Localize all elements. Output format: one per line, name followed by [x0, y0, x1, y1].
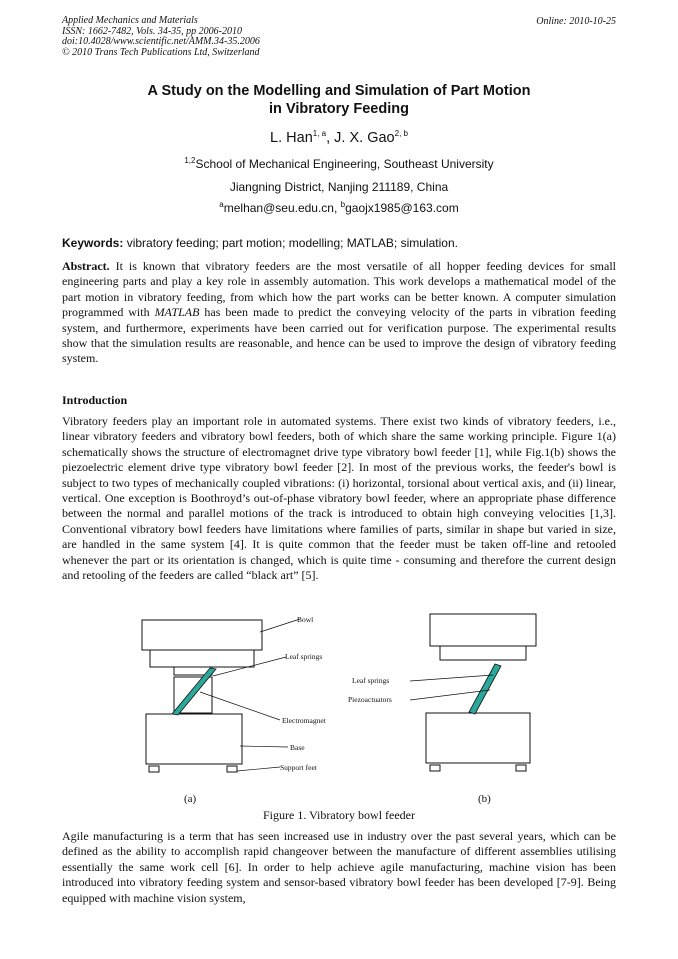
- author-1-sup: 1, a: [312, 129, 327, 139]
- issn-line: ISSN: 1662-7482, Vols. 34-35, pp 2006-2010: [62, 25, 242, 37]
- keywords: [62, 236, 616, 250]
- title-line-1: A Study on the Modelling and Simulation of Part Motion: [147, 83, 531, 99]
- bowl-top-a: [142, 620, 262, 650]
- email-a: melhan@seu.edu.cn,: [223, 201, 341, 215]
- subfigure-label-a: (a): [184, 793, 197, 805]
- affiliation-sup: 1,2: [184, 156, 196, 165]
- abstract: [62, 259, 616, 367]
- label-support-feet: Support feet: [280, 763, 317, 772]
- agile-manufacturing-paragraph: Agile manufacturing is a term that has seen increased use in industry over the past several years, which can be defined as the ability to accomplish rapid changeover between the manufacture of different assemblies utilising essentially the same work cell [6]. In order to help achieve agile manufacturing, machine vision has been introduced into vibratory feeding system and sensor-based vibratory bowl feeder has been developed [7-9]. Being equipped with machine vision system,: [62, 829, 616, 905]
- introduction-paragraph: Vibratory feeders play an important role in automated systems. There exist two kinds of vibratory feeders, i.e., linear vibratory feeders and vibratory bowl feeders, both of which share the same working principle. Figure 1(a) schematically shows the structure of electromagnet drive type vibratory bowl feeder [1], while Fig.1(b) shows the piezoelectric element drive type vibratory bowl feeder [2]. In most of the previous works, the feeder's bowl is subject to two types of mechanically coupled vibrations: (i) horizontal, torsional about vertical axis, and (ii) linear, vertical. One exception is Boothroyd’s out-of-phase vibratory bowl feeder, where an appropriate phase difference between the normal and parallel motions of the track is introduced to obtain high conveying velocities [1,3]. Conventional vibratory bowl feeders have limitations where families of parts, similar in shape but varied in size, are handled in the same system [4]. It is quite common that the feeder must be taken off-line and retooled whenever the part or its orientation is changed, which is quite time - consuming and therefore the current design and retooling of the feeders are called “black art” [5].: [62, 414, 616, 583]
- email-b-sup: b: [340, 200, 346, 209]
- figure-1-diagram: [130, 612, 550, 812]
- abstract-label: Abstract.: [62, 259, 110, 273]
- abstract-matlab: MATLAB: [154, 305, 200, 320]
- email-a-sup: a: [219, 200, 224, 209]
- affiliation-line-2: Jiangning District, Nanjing 211189, China: [229, 180, 449, 194]
- author-emails: [62, 201, 616, 215]
- author-2-sup: 2, b: [394, 129, 408, 139]
- label-electromagnet: Electromagnet: [282, 716, 326, 725]
- keywords-text: vibratory feeding; part motion; modelling; MATLAB; simulation.: [123, 236, 458, 250]
- bowl-top-b: [430, 614, 536, 646]
- author-list: [62, 130, 616, 146]
- figure-caption: Figure 1. Vibratory bowl feeder: [262, 808, 415, 822]
- author-1: L. Han: [270, 130, 313, 146]
- base-a: [146, 714, 242, 764]
- copyright-line: © 2010 Trans Tech Publications Ltd, Switzerland: [62, 46, 260, 58]
- base-b: [426, 713, 530, 763]
- author-separator: ,: [326, 130, 335, 146]
- paper-title: [62, 82, 616, 118]
- journal-meta: [62, 16, 260, 58]
- online-date: Online: 2010-10-25: [536, 16, 616, 27]
- foot-left-b: [430, 765, 440, 771]
- title-line-2: in Vibratory Feeding: [269, 101, 409, 117]
- label-base: Base: [290, 743, 305, 752]
- journal-name: Applied Mechanics and Materials: [62, 15, 198, 26]
- affiliation-text-1: School of Mechanical Engineering, Southeast University: [195, 157, 494, 171]
- label-bowl: Bowl: [297, 615, 314, 624]
- email-b: gaojx1985@163.com: [345, 201, 459, 215]
- label-leaf-springs-a: Leaf springs: [285, 652, 323, 661]
- author-2: J. X. Gao: [334, 130, 395, 146]
- section-heading-introduction: Introduction: [62, 393, 128, 407]
- abstract-text-1: It is known that vibratory feeders are the most versatile of all hopper feeding devices for small engineering parts and play a key role in assembly automation. This work develops a mathematical model of the part motion in vibratory feeding, from which how the part works can be better known. A computer simulation programmed with: [62, 259, 616, 320]
- foot-right-b: [516, 765, 526, 771]
- label-piezoactuators: Piezoactuators: [348, 695, 392, 704]
- bowl-base-a: [150, 650, 254, 667]
- leaf-spring-b: [469, 664, 501, 714]
- doi-line: doi:10.4028/www.scientific.net/AMM.34-35.2006: [62, 36, 260, 47]
- foot-right-a: [227, 766, 237, 772]
- affiliation-line-1: [62, 157, 616, 171]
- keywords-label: Keywords:: [62, 236, 124, 250]
- bowl-base-b: [440, 646, 526, 660]
- abstract-text-2: has been made to predict the conveying velocity of the parts in vibration feeding system, and furthermore, experiments have been carried out for verification purpose. The experimental results show that the simulation results are reasonable, and hence can be used to improve the design of vibratory feeding system.: [62, 305, 616, 366]
- foot-left-a: [149, 766, 159, 772]
- subfigure-label-b: (b): [478, 793, 491, 805]
- label-leaf-springs-b: Leaf springs: [352, 676, 390, 685]
